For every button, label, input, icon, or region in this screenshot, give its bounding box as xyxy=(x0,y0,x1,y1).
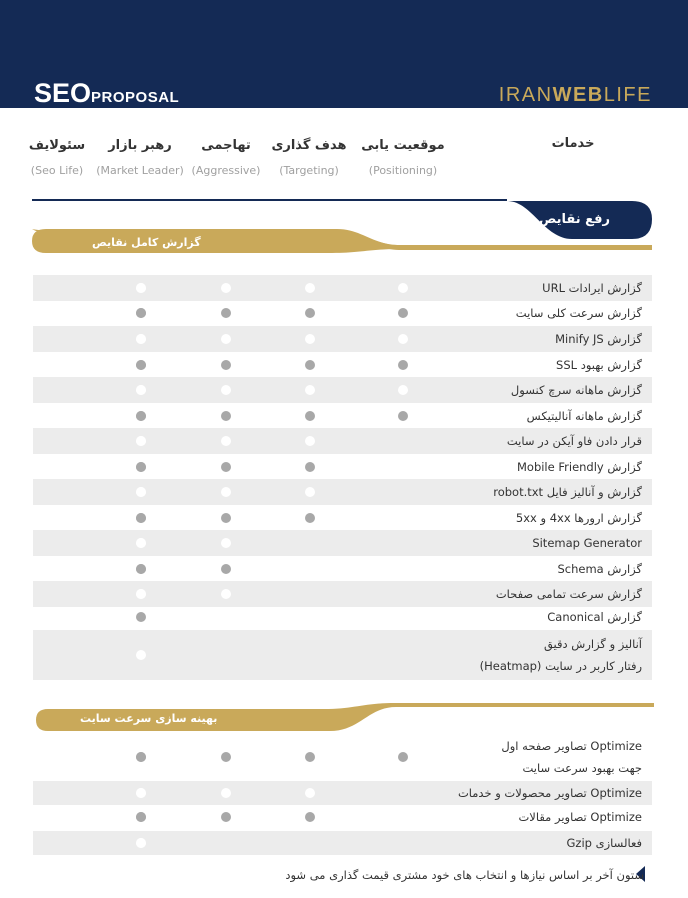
table-row xyxy=(33,275,652,301)
included-dot-icon xyxy=(398,411,408,421)
row-label xyxy=(532,532,642,554)
included-dot-icon xyxy=(221,360,231,370)
table-row xyxy=(33,630,652,680)
included-dot-icon xyxy=(136,360,146,370)
section-title-technical: رفع نقایص فنی xyxy=(507,212,610,227)
row-label xyxy=(516,507,642,529)
row-label xyxy=(542,277,642,299)
subsection-title-speed: بهینه سازی سرعت سایت xyxy=(80,712,218,725)
table-row xyxy=(33,530,652,556)
row-label xyxy=(527,405,642,427)
row-label xyxy=(556,354,642,376)
included-dot-icon xyxy=(305,385,315,395)
table-row xyxy=(33,454,652,479)
row-label xyxy=(480,633,642,677)
included-dot-icon xyxy=(305,752,315,762)
row-label-line: گزارش سرعت تمامی صفحات xyxy=(495,587,642,601)
included-dot-icon xyxy=(136,283,146,293)
table-row xyxy=(33,326,652,352)
row-label-line: Optimize تصاویر مقالات xyxy=(518,810,642,824)
row-label xyxy=(547,606,642,628)
row-label xyxy=(518,806,642,828)
column-header-targeting: هدف گذاری (Targeting) xyxy=(271,138,347,177)
included-dot-icon xyxy=(136,812,146,822)
included-dot-icon xyxy=(221,487,231,497)
header-strip xyxy=(0,108,688,114)
included-dot-icon xyxy=(305,812,315,822)
included-dot-icon xyxy=(136,308,146,318)
column-header-aggressive: تهاجمی (Aggressive) xyxy=(191,138,261,177)
included-dot-icon xyxy=(305,411,315,421)
included-dot-icon xyxy=(398,283,408,293)
column-header-market-leader: رهبر بازار (Market Leader) xyxy=(96,138,184,177)
row-label-line: گزارش ماهانه سرچ کنسول xyxy=(510,383,642,397)
table-row xyxy=(33,479,652,505)
row-label xyxy=(501,735,642,779)
row-label-line: آنالیز و گزارش دقیق xyxy=(543,637,642,651)
row-label-line: گزارش ارورها 4xx و 5xx xyxy=(515,510,642,525)
table-row xyxy=(33,403,652,428)
row-label-line: گزارش Schema xyxy=(557,561,642,576)
included-dot-icon xyxy=(221,513,231,523)
table-row xyxy=(33,581,652,607)
table-row xyxy=(33,300,652,325)
included-dot-icon xyxy=(221,812,231,822)
included-dot-icon xyxy=(398,385,408,395)
table-row xyxy=(33,556,652,581)
included-dot-icon xyxy=(398,360,408,370)
row-label-line: گزارش سرعت کلی سایت xyxy=(515,305,642,320)
included-dot-icon xyxy=(136,788,146,798)
row-label xyxy=(493,481,642,503)
included-dot-icon xyxy=(136,436,146,446)
included-dot-icon xyxy=(221,564,231,574)
included-dot-icon xyxy=(305,283,315,293)
row-label xyxy=(496,583,642,605)
row-label-line: گزارش و آنالیز فایل robot.txt xyxy=(493,485,642,499)
column-header-services: خدمات xyxy=(551,136,595,151)
row-label xyxy=(516,302,642,324)
table-row xyxy=(33,806,652,828)
table-row xyxy=(33,352,652,377)
row-label-line: گزارش بهبود SSL xyxy=(556,357,642,372)
proposal-title: SEOPROPOSAL xyxy=(34,78,180,108)
included-dot-icon xyxy=(136,538,146,548)
included-dot-icon xyxy=(305,308,315,318)
row-label-line: گزارش Mobile Friendly xyxy=(516,459,642,474)
included-dot-icon xyxy=(221,788,231,798)
row-label-line: رفتار کاربر در سایت (Heatmap) xyxy=(479,659,642,673)
included-dot-icon xyxy=(136,513,146,523)
row-label-line: Sitemap Generator xyxy=(532,536,642,550)
included-dot-icon xyxy=(221,411,231,421)
included-dot-icon xyxy=(136,612,146,622)
included-dot-icon xyxy=(136,838,146,848)
included-dot-icon xyxy=(221,283,231,293)
row-label-line: Optimize تصاویر محصولات و خدمات xyxy=(457,786,642,800)
included-dot-icon xyxy=(305,487,315,497)
table-row xyxy=(33,831,652,855)
column-header-seo-life: سئولایف (Seo Life) xyxy=(28,138,86,177)
table-row xyxy=(33,607,652,627)
included-dot-icon xyxy=(221,589,231,599)
included-dot-icon xyxy=(398,752,408,762)
included-dot-icon xyxy=(136,411,146,421)
row-label xyxy=(567,832,642,854)
included-dot-icon xyxy=(136,487,146,497)
included-dot-icon xyxy=(136,589,146,599)
row-label-line: قرار دادن فاو آیکن در سایت xyxy=(506,434,642,448)
row-label xyxy=(555,328,642,350)
included-dot-icon xyxy=(136,334,146,344)
row-label-line: Optimize تصاویر صفحه اول xyxy=(501,739,642,753)
row-label-line: گزارش ایرادات URL xyxy=(542,281,642,295)
table-row xyxy=(33,428,652,454)
brand-logo: IRANWEBLIFE xyxy=(498,84,652,106)
included-dot-icon xyxy=(305,436,315,446)
included-dot-icon xyxy=(398,308,408,318)
row-label xyxy=(507,430,642,452)
row-label-line: گزارش ماهانه آنالیتیکس xyxy=(526,408,642,423)
included-dot-icon xyxy=(221,538,231,548)
included-dot-icon xyxy=(398,334,408,344)
included-dot-icon xyxy=(305,513,315,523)
included-dot-icon xyxy=(221,752,231,762)
included-dot-icon xyxy=(305,788,315,798)
included-dot-icon xyxy=(136,462,146,472)
row-label-line: فعالسازی Gzip xyxy=(566,836,642,850)
included-dot-icon xyxy=(305,462,315,472)
row-label-line: جهت بهبود سرعت سایت xyxy=(522,761,642,775)
included-dot-icon xyxy=(221,436,231,446)
row-label xyxy=(517,456,642,478)
table-row xyxy=(33,734,652,780)
table-row xyxy=(33,505,652,530)
row-label-line: گزارش Minify JS xyxy=(555,332,642,346)
included-dot-icon xyxy=(221,462,231,472)
included-dot-icon xyxy=(221,334,231,344)
row-label-line: گزارش Canonical xyxy=(547,610,642,624)
included-dot-icon xyxy=(305,360,315,370)
included-dot-icon xyxy=(136,752,146,762)
table-row xyxy=(33,377,652,403)
included-dot-icon xyxy=(221,385,231,395)
included-dot-icon xyxy=(136,564,146,574)
subsection-title-report: گزارش کامل نقایص xyxy=(92,236,201,249)
included-dot-icon xyxy=(136,385,146,395)
footnote: ستون آخر بر اساس نیازها و انتخاب های خود مشتری قیمت گذاری می شود xyxy=(285,868,644,882)
included-dot-icon xyxy=(305,334,315,344)
table-row xyxy=(33,781,652,805)
included-dot-icon xyxy=(136,650,146,660)
row-label xyxy=(511,379,642,401)
row-label xyxy=(458,782,642,804)
row-label xyxy=(557,558,642,580)
column-header-positioning: موقعیت یابی (Positioning) xyxy=(361,138,445,177)
included-dot-icon xyxy=(221,308,231,318)
